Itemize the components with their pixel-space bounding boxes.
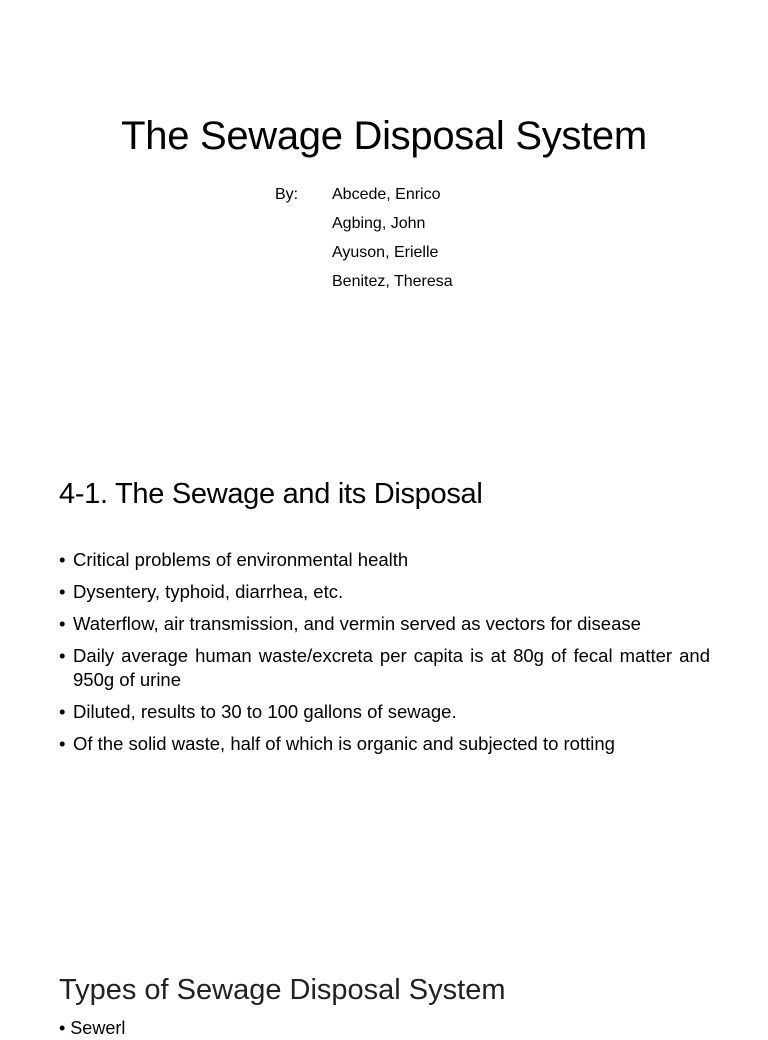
presentation-title: The Sewage Disposal System — [121, 114, 647, 158]
bullet-icon: • — [59, 581, 66, 602]
list-item-text: Waterflow, air transmission, and vermin served as vectors for disease — [73, 613, 641, 634]
list-item-text: Critical problems of environmental health — [73, 549, 409, 570]
list-item — [59, 644, 710, 692]
bullet-icon: • — [59, 645, 66, 666]
list-item-text: Daily average human waste/excreta per capita is at 80g of fecal matter and 950g of urine — [73, 645, 710, 690]
author-name: Agbing, John — [332, 215, 426, 232]
bullet-icon: • — [59, 733, 66, 754]
list-item — [59, 732, 710, 756]
next-slide-partial — [0, 930, 768, 1038]
content-slide — [0, 430, 768, 930]
list-item-text: Of the solid waste, half of which is organic and subjected to rotting — [73, 733, 615, 754]
author-name: Ayuson, Erielle — [332, 244, 439, 261]
bullet-list — [59, 548, 710, 764]
author-name: Abcede, Enrico — [332, 186, 441, 203]
list-item — [59, 580, 710, 604]
list-item-text: Diluted, results to 30 to 100 gallons of sewage. — [73, 701, 457, 722]
by-label: By: — [275, 186, 299, 203]
bullet-icon: • — [59, 549, 66, 570]
list-item — [59, 612, 710, 636]
author-name: Benitez, Theresa — [332, 273, 453, 290]
list-item — [59, 700, 710, 724]
bullet-icon: • — [59, 701, 66, 722]
bullet-icon: • — [59, 613, 66, 634]
partial-bullet: • Sewerl — [59, 1018, 126, 1038]
list-item — [59, 548, 710, 572]
list-item-text: Dysentery, typhoid, diarrhea, etc. — [73, 581, 344, 602]
author-list — [332, 180, 453, 296]
title-slide — [0, 0, 768, 430]
section-title: 4-1. The Sewage and its Disposal — [59, 478, 483, 510]
section-title: Types of Sewage Disposal System — [59, 974, 506, 1006]
